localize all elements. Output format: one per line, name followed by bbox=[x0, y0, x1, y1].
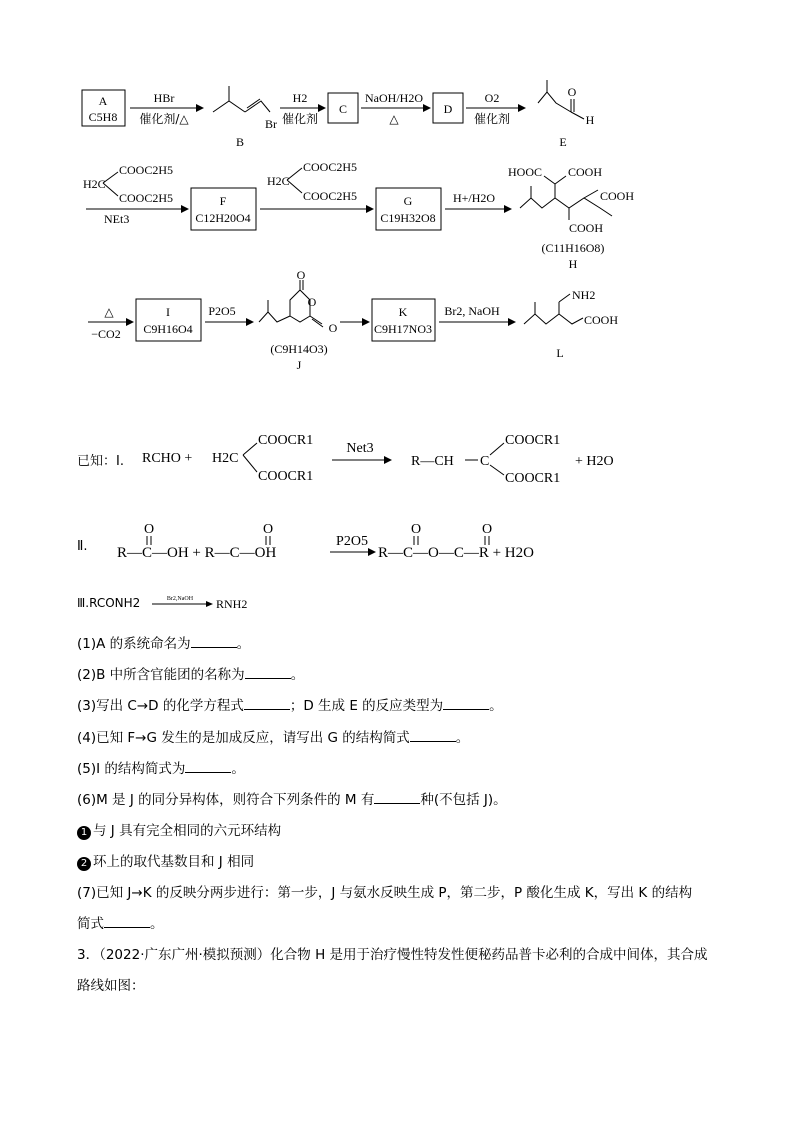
r1-h2c: H2C bbox=[212, 451, 239, 466]
answer-blank[interactable] bbox=[191, 635, 237, 648]
box-f-label: F bbox=[219, 194, 227, 208]
problem-3-line-1: 3．（2022·广东广州·模拟预测）化合物 H 是用于治疗慢性特发性便秘药品普卡必利的合成中间体，其合成 bbox=[77, 947, 708, 963]
malonate-top: COOC2H5 bbox=[119, 163, 174, 177]
answer-blank[interactable] bbox=[410, 729, 456, 742]
e-h: H bbox=[585, 113, 595, 127]
question-7-line-1: (7)已知 J→K 的反映分两步进行：第一步，J 与氨水反映生成 P，第二步，P 酸化生成 K，写出 K 的结构 bbox=[77, 885, 693, 901]
problem-3-line-2: 路线如图： bbox=[77, 978, 145, 994]
label-b: B bbox=[235, 135, 245, 149]
answer-blank[interactable] bbox=[245, 666, 291, 679]
r2-num: Ⅱ. bbox=[77, 539, 88, 554]
label-e: E bbox=[559, 135, 567, 149]
box-f-formula: C12H20O4 bbox=[195, 211, 251, 225]
answer-blank[interactable] bbox=[244, 697, 290, 710]
cond-delta: △ bbox=[104, 305, 114, 319]
r2-o1: O bbox=[143, 522, 155, 537]
cond-h2: 催化剂 bbox=[281, 112, 319, 126]
r3-reagent: Br2,NaOH bbox=[166, 596, 194, 602]
answer-blank[interactable] bbox=[104, 915, 150, 928]
answer-blank[interactable] bbox=[185, 760, 231, 773]
cond-naoh: △ bbox=[389, 112, 399, 126]
r3-product: RNH2 bbox=[216, 597, 248, 611]
j-formula: (C9H14O3) bbox=[270, 342, 328, 356]
question-4: (4)已知 F→G 发生的是加成反应，请写出 G 的结构简式 。 bbox=[77, 730, 470, 746]
known-reaction-2 bbox=[0, 515, 794, 565]
r2-text: R—C—OH + R—C—OH bbox=[117, 545, 277, 561]
cond-hbr: 催化剂/△ bbox=[139, 112, 189, 126]
answer-blank[interactable] bbox=[443, 697, 489, 710]
r1-pbot: COOCR1 bbox=[505, 471, 561, 486]
r1-product-r: R—CH bbox=[411, 454, 454, 469]
box-i-label: I bbox=[166, 305, 170, 319]
r1-rcho: RCHO + bbox=[142, 451, 193, 466]
reagent-naoh: NaOH/H2O bbox=[365, 91, 423, 105]
j-o-right: O bbox=[328, 321, 338, 335]
box-k-formula: C9H17NO3 bbox=[373, 322, 433, 336]
r2-o3: O bbox=[410, 522, 422, 537]
box-a-label: A bbox=[98, 94, 108, 108]
condition-1: 1 与 J 具有完全相同的六元环结构 bbox=[77, 822, 281, 840]
malonate2-bot: COOC2H5 bbox=[303, 189, 358, 203]
label-j: J bbox=[296, 358, 302, 372]
reagent-hplus: H+/H2O bbox=[452, 191, 496, 205]
reagent-h2: H2 bbox=[292, 91, 308, 105]
h-formula: (C11H16O8) bbox=[541, 241, 605, 255]
h-cooh3: COOH bbox=[569, 221, 604, 235]
r2-o2: O bbox=[262, 522, 274, 537]
known-reaction-1 bbox=[0, 425, 794, 495]
r1-reagent: Net3 bbox=[346, 441, 374, 456]
reagent-br2: Br2, NaOH bbox=[444, 304, 500, 318]
r2-reagent: P2O5 bbox=[336, 534, 368, 549]
malonate2-ch: H2C bbox=[267, 174, 290, 188]
cond-o2: 催化剂 bbox=[473, 112, 511, 126]
r1-ptop: COOCR1 bbox=[505, 433, 561, 448]
label-h: H bbox=[568, 257, 578, 271]
question-7-line-2: 简式 。 bbox=[77, 916, 164, 932]
question-2: (2)B 中所含官能团的名称为 。 bbox=[77, 667, 305, 683]
malonate2-top: COOC2H5 bbox=[303, 160, 358, 174]
condition-2: 2 环上的取代基数目和 J 相同 bbox=[77, 853, 254, 871]
malonate-ch: H2C bbox=[83, 177, 106, 191]
r3-reactant: Ⅲ.RCONH2 bbox=[77, 596, 141, 610]
h-cooh2: COOH bbox=[600, 189, 635, 203]
reagent-p2o5: P2O5 bbox=[208, 304, 236, 318]
j-o-ring: O bbox=[307, 295, 317, 309]
b-br: Br bbox=[265, 117, 277, 131]
reagent-o2: O2 bbox=[484, 91, 500, 105]
box-c-label: C bbox=[338, 102, 348, 116]
known-reaction-3 bbox=[0, 590, 794, 614]
box-g-label: G bbox=[403, 194, 413, 208]
label-l: L bbox=[556, 346, 564, 360]
answer-blank[interactable] bbox=[374, 791, 420, 804]
box-i-formula: C9H16O4 bbox=[143, 322, 193, 336]
j-o-top: O bbox=[296, 268, 306, 282]
known-intro: 已知：I. bbox=[77, 454, 124, 469]
circled-number: 2 bbox=[77, 857, 91, 871]
box-d-label: D bbox=[443, 102, 453, 116]
question-5: (5)I 的结构简式为 。 bbox=[77, 761, 245, 777]
r1-bot: COOCR1 bbox=[258, 469, 314, 484]
structure-e bbox=[538, 80, 584, 119]
l-nh2: NH2 bbox=[572, 288, 596, 302]
question-1: (1)A 的系统命名为 。 bbox=[77, 636, 251, 652]
arrowhead bbox=[196, 104, 204, 112]
structure-b bbox=[213, 86, 270, 112]
box-k-label: K bbox=[398, 305, 408, 319]
question-3: (3)写出 C→D 的化学方程式 ；D 生成 E 的反应类型为 。 bbox=[77, 698, 503, 714]
h-cooh1: COOH bbox=[568, 165, 603, 179]
cond-co2: −CO2 bbox=[91, 327, 121, 341]
synthesis-scheme bbox=[0, 70, 794, 380]
r2-product: R—C—O—C—R + H2O bbox=[378, 545, 534, 561]
r1-top: COOCR1 bbox=[258, 433, 314, 448]
r2-o4: O bbox=[481, 522, 493, 537]
reagent-hbr: HBr bbox=[153, 91, 175, 105]
e-o: O bbox=[567, 85, 577, 99]
question-6: (6)M 是 J 的同分异构体，则符合下列条件的 M 有 种(不包括 J)。 bbox=[77, 792, 507, 808]
l-cooh: COOH bbox=[584, 313, 619, 327]
reagent-net3: NEt3 bbox=[104, 212, 130, 226]
r1-water: + H2O bbox=[575, 454, 614, 469]
structure-h bbox=[520, 176, 612, 220]
box-g-formula: C19H32O8 bbox=[380, 211, 436, 225]
malonate-bot: COOC2H5 bbox=[119, 191, 174, 205]
box-a-formula: C5H8 bbox=[88, 110, 118, 124]
h-hooc: HOOC bbox=[508, 165, 543, 179]
r1-product-c: C bbox=[480, 454, 490, 469]
circled-number: 1 bbox=[77, 826, 91, 840]
